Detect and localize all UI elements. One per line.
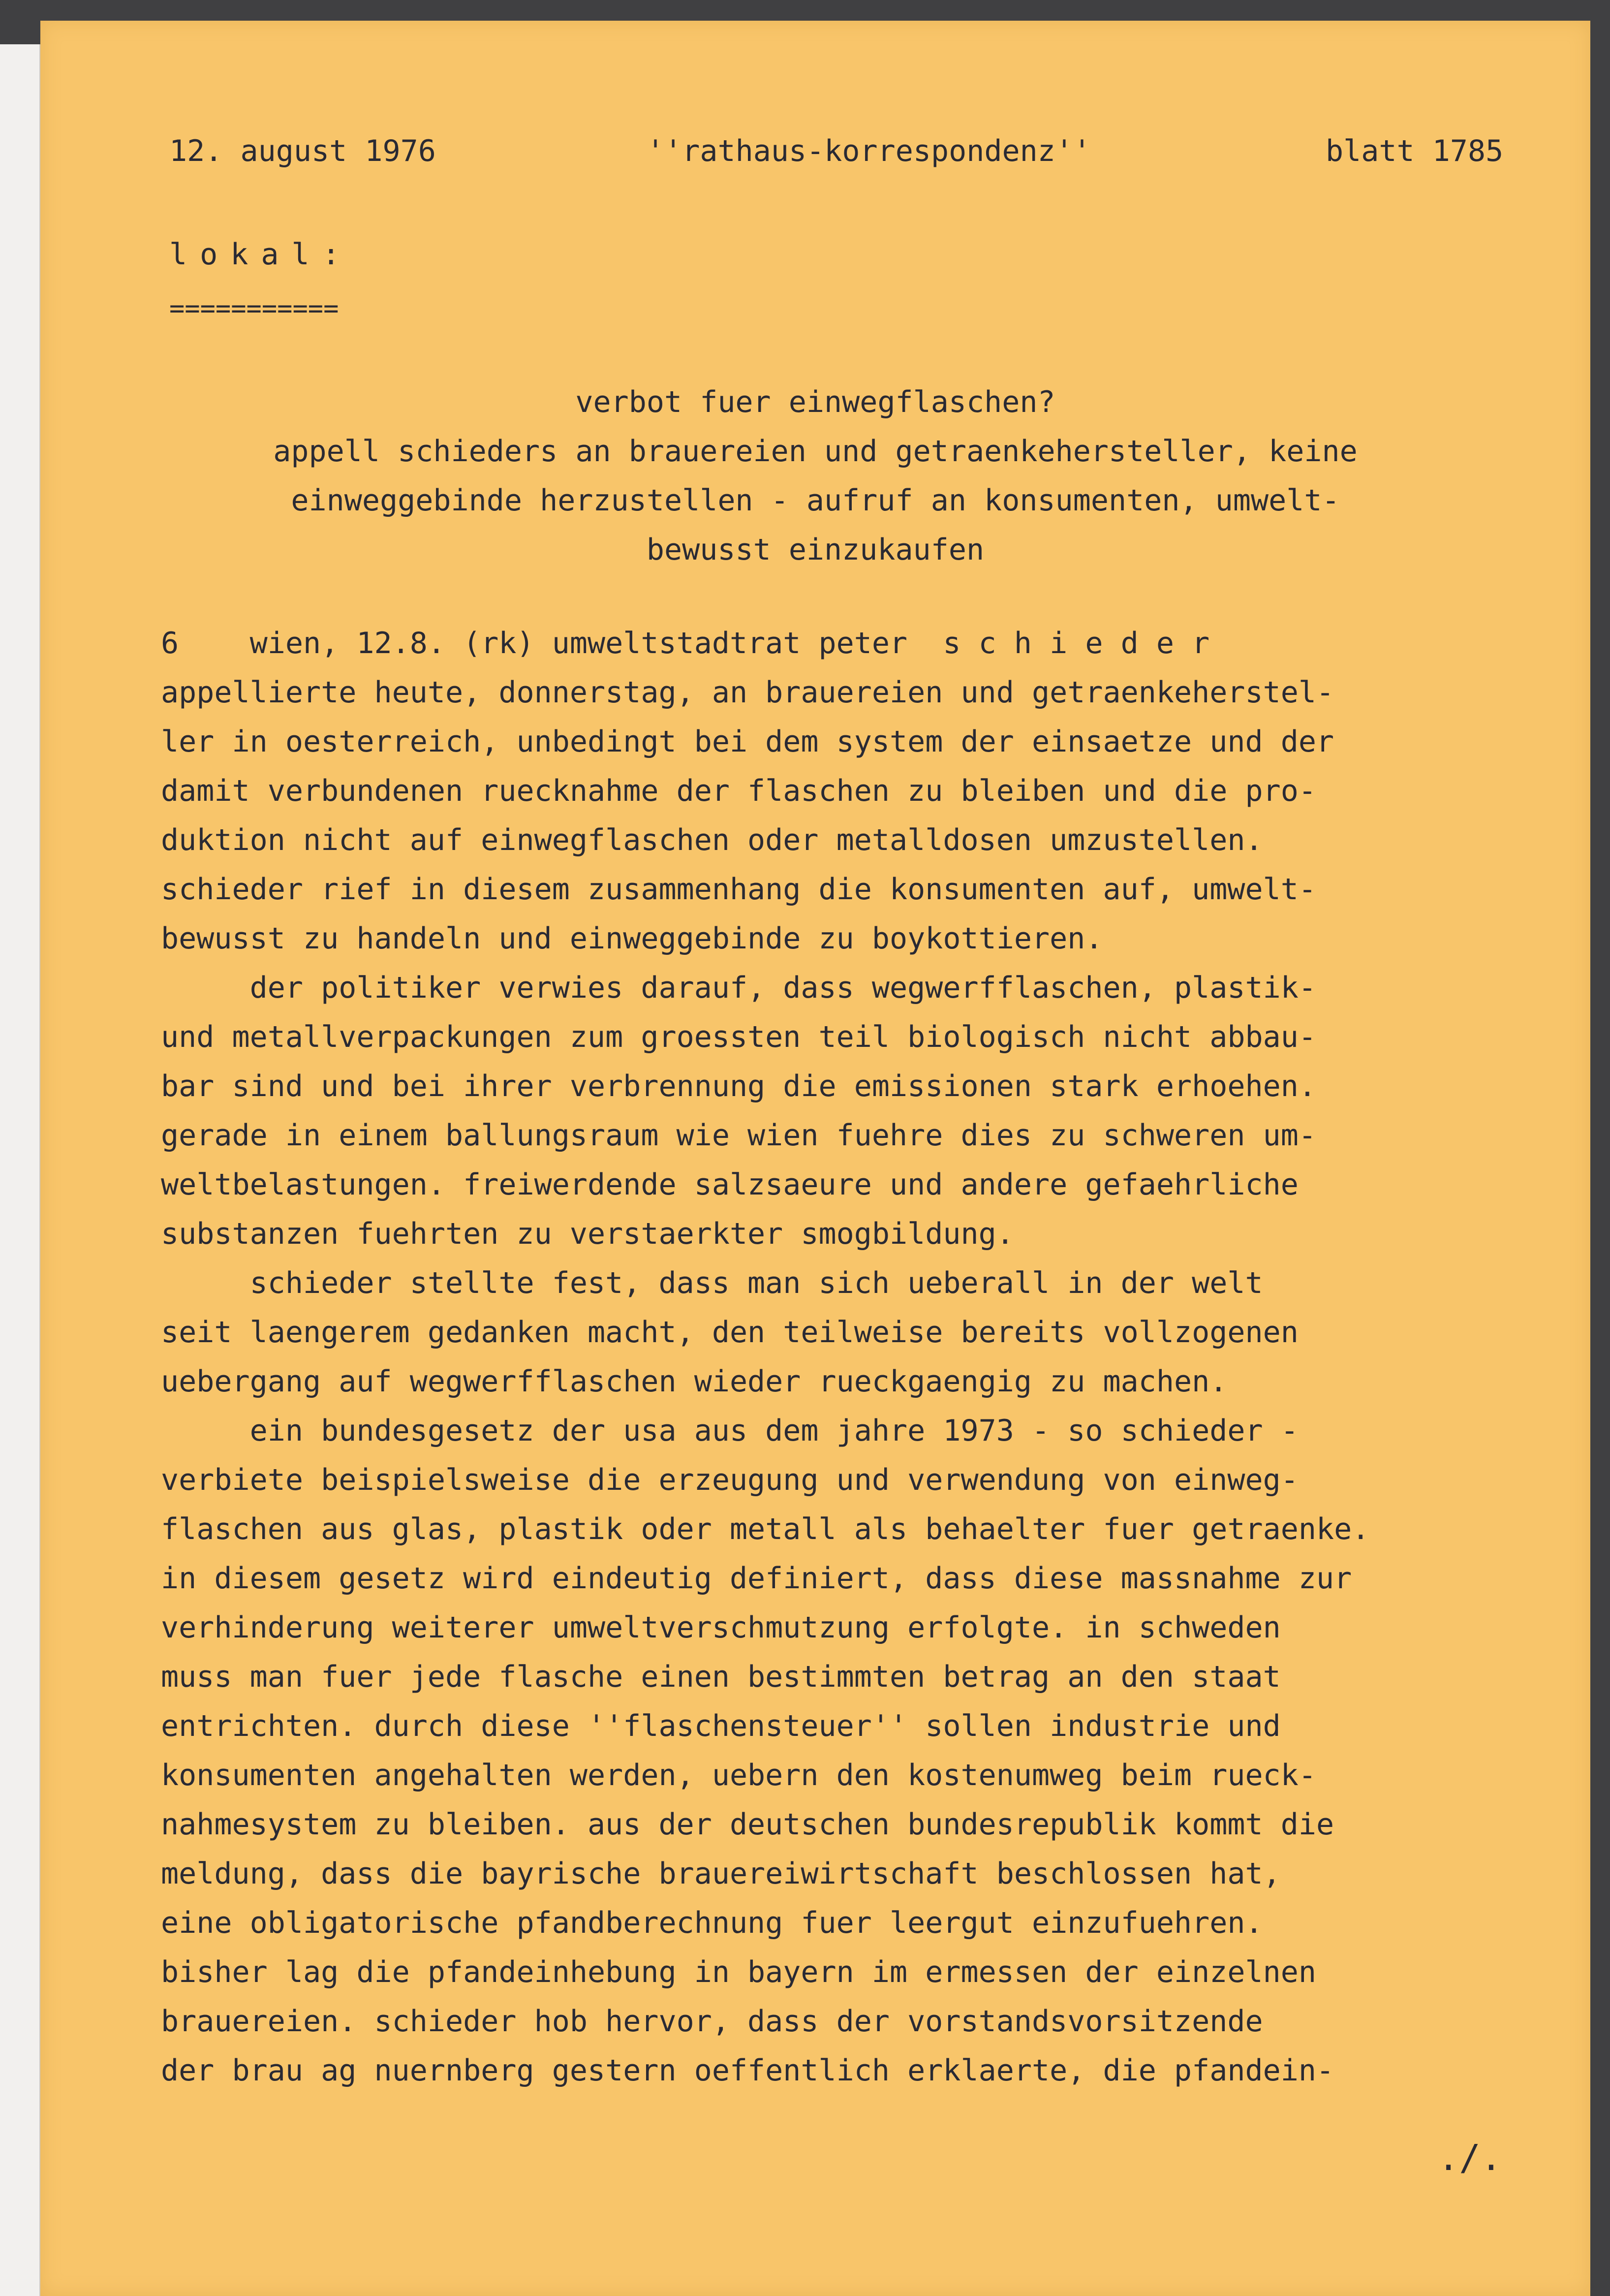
body-line: gerade in einem ballungsraum wie wien fuehre dies zu schweren um- [161,1118,1316,1153]
body-line: uebergang auf wegwerfflaschen wieder rueckgaengig zu machen. [161,1364,1228,1399]
continuation-mark: ./. [1438,2137,1502,2178]
body-line: muss man fuer jede flasche einen bestimmten betrag an den staat [161,1660,1281,1694]
headline-subtitle-line: appell schieders an brauereien und getraenkehersteller, keine [273,434,1358,469]
header-sheet-number: blatt 1785 [1326,134,1504,168]
body-line: nahmesystem zu bleiben. aus der deutschen bundesrepublik kommt die [161,1807,1334,1842]
body-line: ein bundesgesetz der usa aus dem jahre 1973 - so schieder - [161,1414,1299,1448]
body-line: der brau ag nuernberg gestern oeffentlich erklaerte, die pfandein- [161,2053,1334,2088]
underlying-sheet-edge [0,44,41,2296]
body-line: verhinderung weiterer umweltverschmutzung erfolgte. in schweden [161,1610,1281,1645]
body-line: in diesem gesetz wird eindeutig definiert, dass diese massnahme zur [161,1561,1352,1596]
body-line: verbiete beispielsweise die erzeugung und verwendung von einweg- [161,1463,1299,1497]
document-page [40,21,1590,2296]
body-line: eine obligatorische pfandberechnung fuer leergut einzufuehren. [161,1906,1263,1940]
body-line: konsumenten angehalten werden, uebern den kostenumweg beim rueck- [161,1758,1316,1793]
body-line: brauereien. schieder hob hervor, dass der vorstandsvorsitzende [161,2004,1263,2039]
body-line: duktion nicht auf einwegflaschen oder metalldosen umzustellen. [161,823,1263,857]
section-label: lokal: [169,237,353,272]
body-line: ler in oesterreich, unbedingt bei dem system der einsaetze und der [161,724,1334,759]
body-line: seit laengerem gedanken macht, den teilweise bereits vollzogenen [161,1315,1299,1350]
body-line: und metallverpackungen zum groessten teil biologisch nicht abbau- [161,1020,1316,1054]
body-line: bar sind und bei ihrer verbrennung die emissionen stark erhoehen. [161,1069,1316,1103]
header-date: 12. august 1976 [169,134,436,168]
body-line: damit verbundenen ruecknahme der flaschen zu bleiben und die pro- [161,774,1316,808]
body-line: flaschen aus glas, plastik oder metall als behaelter fuer getraenke. [161,1512,1370,1546]
body-line: schieder rief in diesem zusammenhang die konsumenten auf, umwelt- [161,872,1316,907]
headline-subtitle-line: bewusst einzukaufen [646,533,985,567]
body-line: weltbelastungen. freiwerdende salzsaeure und andere gefaehrliche [161,1167,1299,1202]
section-underline: =========== [169,294,339,323]
body-line: 6 wien, 12.8. (rk) umweltstadtrat peter s c h i e d e r [161,626,1210,660]
body-line: appellierte heute, donnerstag, an brauereien und getraenkeherstel- [161,675,1334,710]
header-publication: ''rathaus-korrespondenz'' [647,134,1091,168]
body-line: der politiker verwies darauf, dass wegwerfflaschen, plastik- [161,971,1316,1005]
headline-subtitle-line: einweggebinde herzustellen - aufruf an konsumenten, umwelt- [291,483,1340,518]
body-line: entrichten. durch diese ''flaschensteuer'' sollen industrie und [161,1709,1281,1743]
headline-title: verbot fuer einwegflaschen? [575,385,1055,419]
body-line: substanzen fuehrten zu verstaerkter smogbildung. [161,1217,1014,1251]
body-line: bewusst zu handeln und einweggebinde zu boykottieren. [161,921,1103,956]
body-line: schieder stellte fest, dass man sich ueberall in der welt [161,1266,1263,1300]
body-line: meldung, dass die bayrische brauereiwirtschaft beschlossen hat, [161,1856,1281,1891]
body-line: bisher lag die pfandeinhebung in bayern im ermessen der einzelnen [161,1955,1316,1989]
